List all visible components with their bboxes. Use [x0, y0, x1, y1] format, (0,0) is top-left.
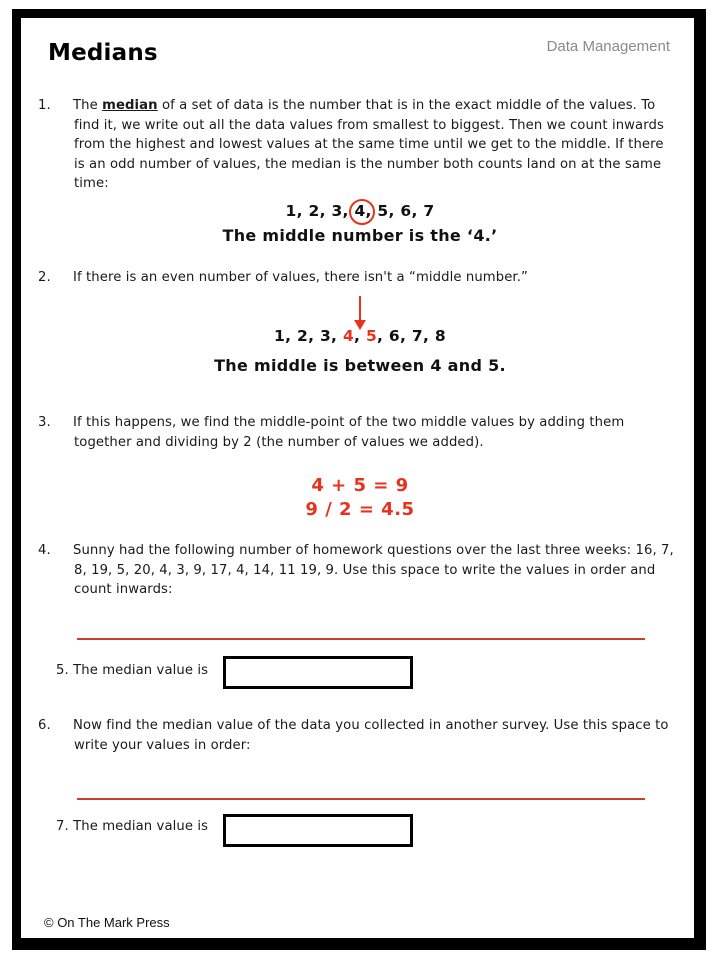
item-6: 6. Now find the median value of the data you collected in another survey. Use this space to write your values in order: [38, 718, 669, 753]
even-caption: The middle is between 4 and 5. [214, 356, 506, 375]
item-number: 1. [38, 98, 51, 113]
odd-caption: The middle number is the ‘4.’ [222, 226, 498, 245]
keyword-median: median [102, 98, 158, 113]
middle-value-2: 5 [365, 327, 378, 345]
item-1: 1. The median of a set of data is the number that is in the exact middle of the values. To find it, we write out all the data values from smallest to biggest. Then we count inwards from the highest and lowest values at the same time until we get to the middle. If there is an odd number of values, the median is the number both counts land on at the same time: [38, 98, 664, 191]
median-answer-box-q5[interactable] [223, 656, 413, 689]
page-title: Medians [48, 40, 158, 66]
item-number: 5. [56, 663, 69, 678]
item-2: 2. If there is an even number of values, there isn't a “middle number.” [56, 268, 674, 288]
item-number: 7. [56, 819, 69, 834]
writing-line-q6[interactable] [77, 798, 645, 800]
item-3: 3. If this happens, we find the middle-point of the two middle values by adding them together and dividing by 2 (the number of values we added). [38, 415, 625, 450]
item-number: 4. [38, 543, 51, 558]
arrow-down-icon [359, 296, 361, 322]
circled-median: 4, [354, 202, 372, 220]
writing-line-q4[interactable] [77, 638, 645, 640]
item-number: 3. [38, 415, 51, 430]
item-4: 4. Sunny had the following number of homework questions over the last three weeks: 16, 7, 8, 19, 5, 20, 4, 3, 9, 17, 4, 14, 11 19, 9. Use this space to write the values in order and count inwards: [38, 543, 674, 597]
item-number: 6. [38, 718, 51, 733]
even-sequence: 1, 2, 3, 4, 5, 6, 7, 8 [274, 327, 446, 345]
copyright-footer: © On The Mark Press [44, 915, 170, 930]
odd-sequence: 1, 2, 3, 4, 5, 6, 7 [285, 202, 435, 220]
item-7: 7. The median value is [56, 819, 209, 834]
item-number: 2. [38, 270, 51, 285]
equation-sum: 4 + 5 = 9 [311, 475, 409, 496]
middle-value-1: 4 [342, 327, 355, 345]
equation-divide: 9 / 2 = 4.5 [305, 499, 415, 520]
median-answer-box-q7[interactable] [223, 814, 413, 847]
subject-label: Data Management [546, 38, 670, 55]
item-5: 5. The median value is [56, 663, 209, 678]
